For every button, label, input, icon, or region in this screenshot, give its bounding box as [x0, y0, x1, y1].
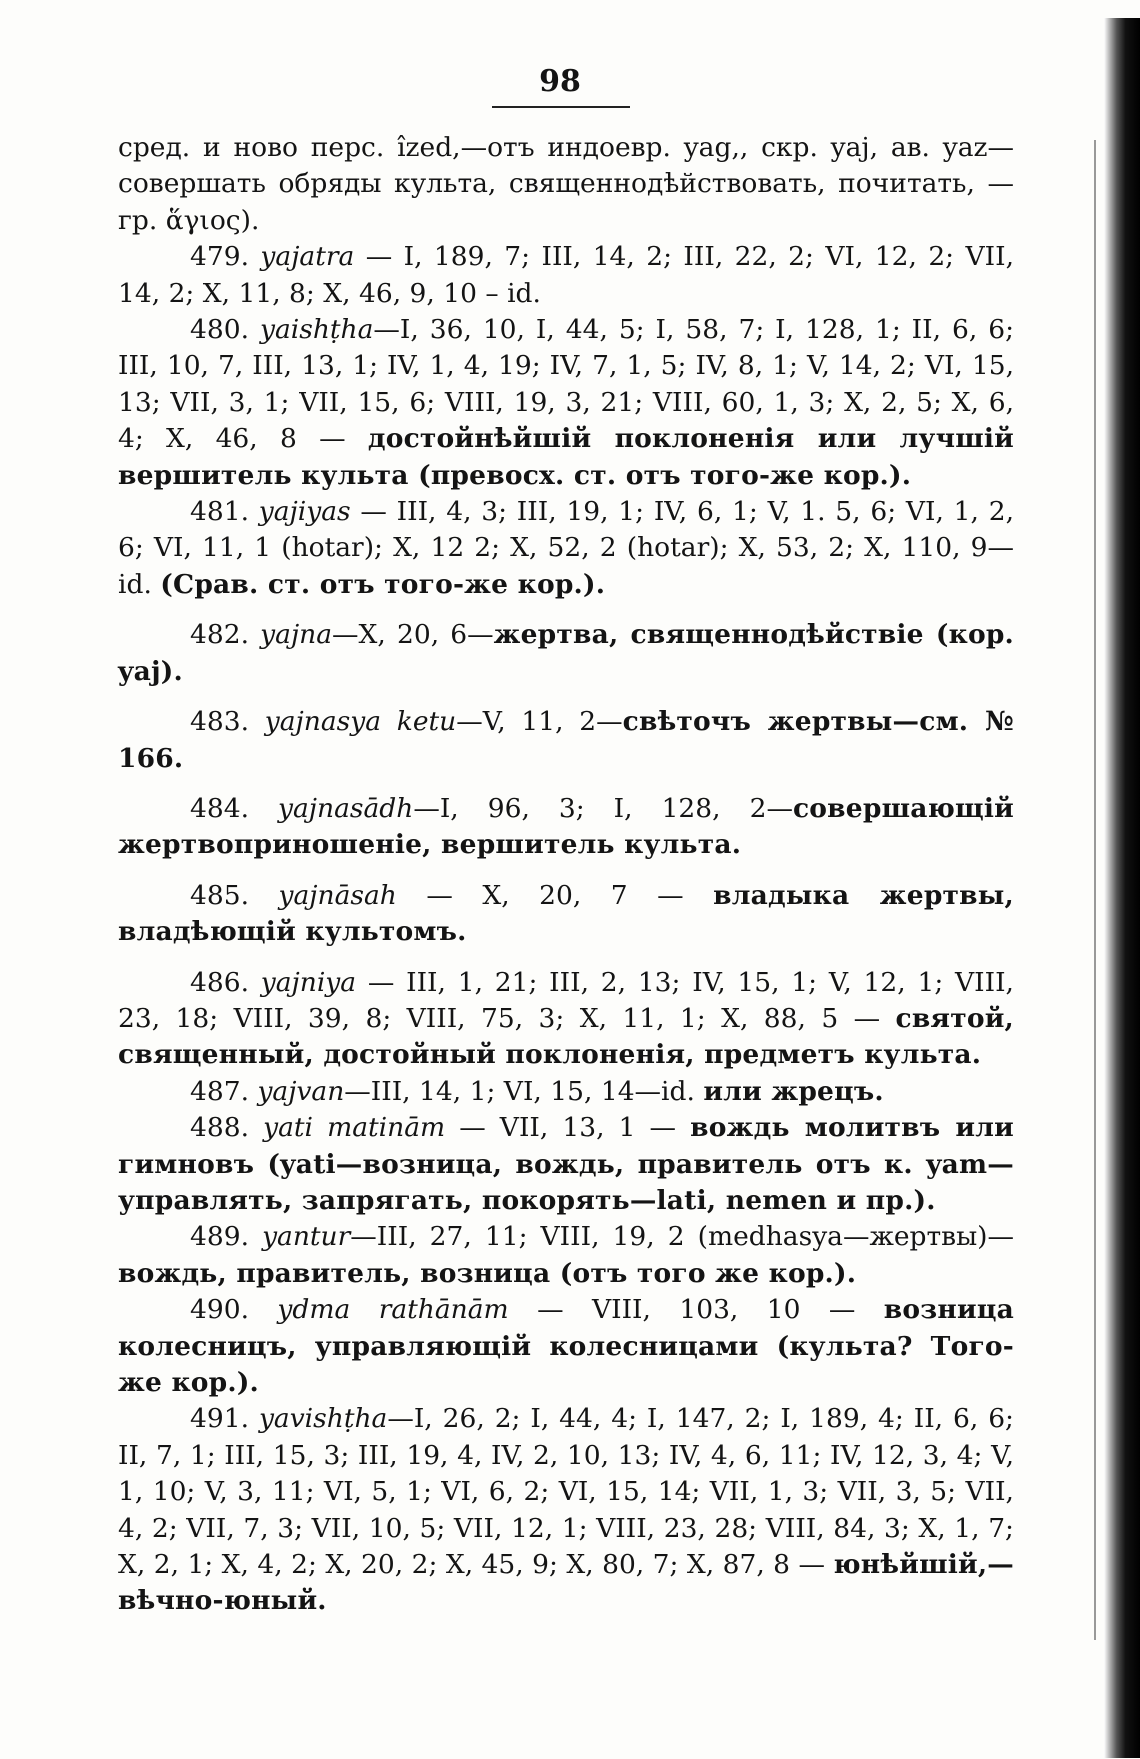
entry-refs: — X, 20, 7 — — [396, 879, 714, 911]
entry-term: yajatra — [260, 241, 355, 273]
entry-refs: — VIII, 103, 10 — — [508, 1294, 884, 1326]
entry-term: ydma rathānām — [277, 1294, 509, 1326]
entry-term: yajnāsah — [278, 879, 397, 911]
entry-refs: —I, 26, 2; I, 44, 4; I, 147, 2; I, 189, 4; II, 6, 6; II, 7, 1; III, 15, 3; III, 19, 4, IV, 2, 10, 13; IV, 4, 6, 11; IV, 12, 3, 4; V, 1, 10; V, 3, 11; VI, 5, 1; VI, 6, 2; VI, 15, 14; VII, 1, 3; VII, 3, 5; VII, 4, 2; VII, 7, 3; VII, 10, 5; VII, 12, 1; VIII, 23, 28; VIII, 84, 3; X, 1, 7; X, 2, 1; X, 4, 2; X, 20, 2; X, 45, 9; X, 80, 7; X, 87, 8 — — [118, 1403, 1014, 1581]
page-number: 98 — [539, 64, 581, 99]
entry-gloss: (Срав. ст. отъ того-же кор.). — [160, 568, 606, 600]
entry-490 — [118, 1292, 1014, 1401]
entry-term: yajnasādh — [278, 792, 414, 824]
text-block — [118, 130, 1014, 1620]
entry-number: 481. — [190, 496, 250, 528]
entry-number: 489. — [190, 1221, 250, 1253]
entry-refs: —X, 20, 6— — [332, 619, 494, 651]
entry-term: yajniya — [260, 966, 357, 998]
entry-gloss: владыка жертвы, владѣющій культомъ. — [118, 879, 1014, 948]
entry-488 — [118, 1110, 1014, 1219]
entry-number: 490. — [190, 1294, 250, 1326]
entry-term: yajnasya ketu — [264, 706, 457, 738]
entry-number: 479. — [190, 241, 250, 273]
entry-refs: — I, 189, 7; III, 14, 2; III, 22, 2; VI, 12, 2; VII, 14, 2; X, 11, 8; X, 46, 9, 10 – id. — [118, 241, 1014, 309]
entry-gloss: достойнѣйшій поклоненія или лучшій вершитель культа (превосх. ст. отъ того-же кор.). — [118, 423, 1014, 491]
entry-number: 487. — [190, 1075, 250, 1107]
entry-482 — [118, 617, 1014, 690]
entry-gloss: или жрецъ. — [703, 1075, 884, 1107]
entry-486 — [118, 965, 1014, 1074]
entry-term: yantur — [262, 1221, 351, 1253]
entry-gloss: святой, священный, достойный поклоненія, предметъ культа. — [118, 1002, 1014, 1071]
entry-refs: —III, 14, 1; VI, 15, 14—id. — [344, 1075, 704, 1107]
entry-gloss: совершающій жертвоприношеніе, вершитель культа. — [118, 792, 1014, 861]
continuation-paragraph — [118, 130, 1014, 239]
entry-485 — [118, 878, 1014, 951]
entry-refs: — III, 4, 3; III, 19, 1; IV, 6, 1; V, 1. 5, 6; VI, 1, 2, 6; VI, 11, 1 (hotar); X, 12 2; X, 52, 2 (hotar); X, 53, 2; X, 110, 9—id. — [118, 496, 1014, 600]
entry-gloss: жертва, священнодѣйствіе (кор. yaj). — [118, 619, 1014, 687]
entry-number: 485. — [190, 879, 250, 911]
paragraph-text: сред. и ново перс. îzed,—отъ индоевр. yag,, скр. yaj, ав. yaz—совершать обряды культа, священнодѣйствовать, почитать, — гр. ἅγιος). — [118, 132, 1014, 236]
entry-489 — [118, 1219, 1014, 1292]
entry-term: yajvan — [257, 1075, 345, 1107]
scan-binding-shadow — [1104, 18, 1140, 1758]
entry-481 — [118, 494, 1014, 603]
entry-refs: — VII, 13, 1 — — [445, 1112, 691, 1144]
entry-number: 480. — [190, 314, 250, 346]
entry-number: 484. — [190, 792, 250, 824]
entry-487 — [118, 1074, 1014, 1110]
entry-number: 488. — [190, 1112, 250, 1144]
entry-number: 483. — [190, 706, 250, 738]
page-number-rule — [492, 106, 630, 108]
entry-gloss: возница колесницъ, управляющій колесницами (культа? Того-же кор.). — [118, 1294, 1014, 1398]
entry-refs: —I, 96, 3; I, 128, 2— — [413, 792, 793, 824]
entry-gloss: вождь молитвъ или гимновъ (yati—возница, вождь, правитель отъ к. yam—управлять, запрягать, покорять—lati, nemen и пр.). — [118, 1112, 1014, 1216]
entry-refs: —III, 27, 11; VIII, 19, 2 (medhasya—жертвы)— — [350, 1221, 1014, 1253]
entry-number: 491. — [190, 1403, 250, 1435]
entry-491 — [118, 1401, 1014, 1619]
entry-479 — [118, 239, 1014, 312]
entry-term: yajna — [260, 619, 333, 651]
entry-483 — [118, 704, 1014, 777]
entry-refs: —V, 11, 2— — [456, 706, 623, 738]
entry-gloss: юнѣйшій,—вѣчно-юный. — [118, 1549, 1014, 1617]
entry-number: 486. — [190, 966, 250, 998]
entry-refs: — III, 1, 21; III, 2, 13; IV, 15, 1; V, 12, 1; VIII, 23, 18; VIII, 39, 8; VIII, 75, 3; X, 11, 1; X, 88, 5 — — [118, 966, 1014, 1034]
entry-number: 482. — [190, 619, 250, 651]
entry-480 — [118, 312, 1014, 494]
entry-refs: —I, 36, 10, I, 44, 5; I, 58, 7; I, 128, 1; II, 6, 6; III, 10, 7, III, 13, 1; IV, 1, 4, 19; IV, 7, 1, 5; IV, 8, 1; V, 14, 2; VI, 15, 13; VII, 3, 1; VII, 15, 6; VIII, 19, 3, 21; VIII, 60, 1, 3; X, 2, 5; X, 6, 4; X, 46, 8 — — [118, 314, 1014, 455]
entry-gloss: вождь, правитель, возница (отъ того же кор.). — [118, 1257, 857, 1289]
entry-gloss: свѣточъ жертвы—см. № 166. — [118, 706, 1014, 774]
entry-484 — [118, 791, 1014, 864]
entry-term: yati matinām — [263, 1112, 446, 1144]
entry-term: yavishṭha — [258, 1403, 388, 1435]
entry-term: yajiyas — [258, 496, 351, 528]
entry-term: yaishṭha — [259, 314, 374, 346]
scan-edge-line — [1094, 140, 1096, 1640]
